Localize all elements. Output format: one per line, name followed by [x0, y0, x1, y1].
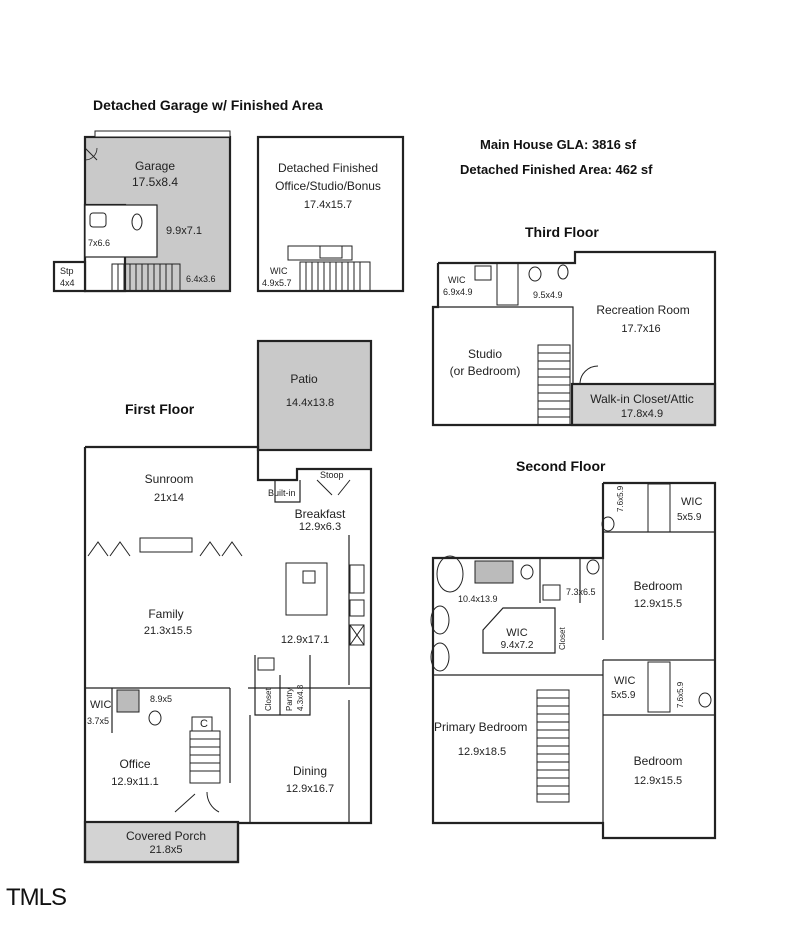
c-closet-label: C — [200, 718, 208, 730]
breakfast-name: Breakfast — [294, 507, 346, 521]
bath-low-dim: 7.6x5.9 — [676, 681, 685, 708]
sunroom-name: Sunroom — [144, 472, 194, 486]
recreation-room-dim: 17.7x16 — [621, 323, 661, 335]
third-wic-name: WIC — [448, 275, 466, 285]
garage-dim: 17.5x8.4 — [131, 175, 179, 189]
sunroom-dim: 21x14 — [154, 492, 184, 504]
breakfast-dim: 12.9x6.3 — [298, 521, 342, 533]
wic-low-name: WIC — [614, 675, 636, 687]
detached-garage-outline — [54, 131, 230, 291]
third-floor-title: Third Floor — [525, 224, 599, 240]
first-wic-dim: 3.7x5 — [87, 716, 110, 726]
garage-bath-dim: 7x6.6 — [88, 238, 111, 248]
first-wic-name: WIC — [90, 699, 112, 711]
garage-section-title: Detached Garage w/ Finished Area — [93, 97, 323, 113]
wic-mid-name: WIC — [506, 627, 528, 639]
garage-room-64-dim: 6.4x3.6 — [186, 274, 216, 284]
patio-name: Patio — [290, 372, 318, 386]
porch-name: Covered Porch — [125, 829, 207, 843]
bedroom-a-dim: 12.9x15.5 — [633, 598, 683, 610]
gla-detached-label: Detached Finished Area: 462 sf — [460, 162, 653, 177]
attic-dim: 17.8x4.9 — [620, 408, 664, 420]
family-name: Family — [148, 607, 184, 621]
wic-top-name: WIC — [681, 496, 703, 508]
primary-bedroom-name: Primary Bedroom — [434, 720, 528, 734]
builtin-label: Built-in — [268, 488, 296, 498]
recreation-room-name: Recreation Room — [596, 303, 690, 317]
pantry-name: Pantry — [285, 687, 294, 711]
bath-top-dim: 7.6x5.9 — [616, 485, 625, 512]
finished-name-line2: Office/Studio/Bonus — [275, 179, 381, 193]
finished-name-line1: Detached Finished — [277, 161, 379, 175]
pantry-dim: 4.3x4.8 — [296, 684, 305, 711]
first-bath-dim: 8.9x5 — [150, 694, 173, 704]
garage-name: Garage — [134, 159, 176, 173]
office-dim: 12.9x11.1 — [111, 776, 159, 788]
gla-main-label: Main House GLA: 3816 sf — [480, 137, 637, 152]
family-dim: 21.3x15.5 — [143, 625, 193, 637]
wic-low-dim: 5x5.9 — [611, 690, 636, 701]
third-bath-dim: 9.5x4.9 — [533, 290, 563, 300]
primary-bedroom-dim: 12.9x18.5 — [457, 746, 507, 758]
finished-dim: 17.4x15.7 — [303, 199, 353, 211]
office-name: Office — [119, 757, 151, 771]
dining-name: Dining — [292, 764, 328, 778]
kitchen-dim: 12.9x17.1 — [280, 634, 330, 646]
garage-stp-dim: 4x4 — [60, 278, 75, 288]
garage-room-99-dim: 9.9x7.1 — [165, 225, 203, 237]
primary-bath-dim: 10.4x13.9 — [458, 594, 498, 604]
bedroom-a-name: Bedroom — [633, 579, 683, 593]
finished-wic-name: WIC — [270, 266, 288, 276]
wic-top-dim: 5x5.9 — [677, 512, 702, 523]
bath-73-dim: 7.3x6.5 — [566, 587, 596, 597]
third-wic-dim: 6.9x4.9 — [443, 287, 473, 297]
studio-alt-name: (or Bedroom) — [449, 364, 521, 378]
second-closet-label: Closet — [558, 627, 567, 650]
finished-wic-dim: 4.9x5.7 — [262, 278, 292, 288]
dining-dim: 12.9x16.7 — [285, 783, 335, 795]
second-floor-title: Second Floor — [516, 458, 606, 474]
porch-dim: 21.8x5 — [149, 844, 183, 856]
sunroom-door-swings — [88, 542, 242, 556]
wic-mid-dim: 9.4x7.2 — [500, 640, 534, 651]
first-floor-title: First Floor — [125, 401, 195, 417]
first-closet-label: Closet — [264, 688, 273, 711]
attic-name: Walk-in Closet/Attic — [590, 392, 694, 406]
tmls-logo: TMLS — [6, 884, 67, 911]
bedroom-b-name: Bedroom — [633, 754, 683, 768]
studio-name: Studio — [467, 347, 503, 361]
stoop-label: Stoop — [320, 470, 344, 480]
garage-stp-name: Stp — [60, 266, 74, 276]
bedroom-b-dim: 12.9x15.5 — [633, 775, 683, 787]
patio-dim: 14.4x13.8 — [285, 397, 335, 409]
